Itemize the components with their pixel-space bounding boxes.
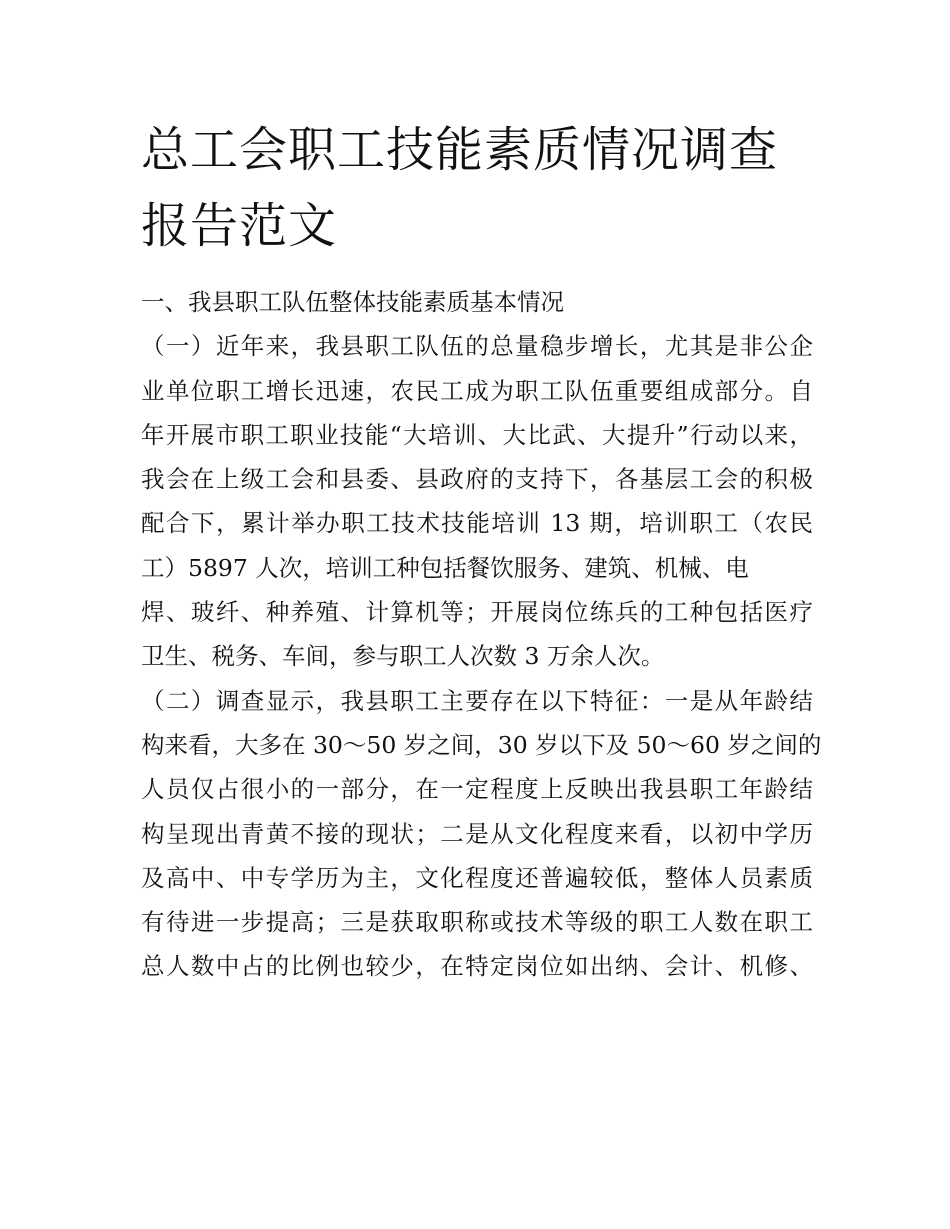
paragraph-line: 工）5897 人次，培训工种包括餐饮服务、建筑、机械、电 [141, 553, 749, 582]
title-line: 总工会职工技能素质情况调查 [141, 122, 779, 178]
paragraph-line: （一）近年来，我县职工队伍的总量稳步增长，尤其是非公企 [141, 332, 813, 361]
paragraph-line: 总人数中占的比例也较少，在特定岗位如出纳、会计、机修、 [141, 952, 813, 981]
paragraph-line: （二）调查显示，我县职工主要存在以下特征：一是从年龄结 [141, 686, 813, 715]
paragraph-line: 业单位职工增长迅速，农民工成为职工队伍重要组成部分。自 [141, 376, 813, 405]
paragraph-line: 配合下，累计举办职工技术技能培训 13 期，培训职工（农民 [141, 509, 813, 538]
paragraph-line: 有待进一步提高；三是获取职称或技术等级的职工人数在职工 [141, 908, 813, 937]
document-title [141, 112, 821, 264]
paragraph-line: 及高中、中专学历为主，文化程度还普遍较低，整体人员素质 [141, 863, 813, 892]
document-body [141, 280, 822, 989]
paragraph-line: 焊、玻纤、种养殖、计算机等；开展岗位练兵的工种包括医疗 [141, 598, 813, 627]
paragraph-line: 年开展市职工职业技能“大培训、大比武、大提升”行动以来， [141, 420, 813, 449]
title-line: 报告范文 [141, 198, 338, 254]
paragraph-line: 卫生、税务、车间，参与职工人次数 3 万余人次。 [141, 642, 665, 671]
paragraph-line: 构来看，大多在 30～50 岁之间，30 岁以下及 50～60 岁之间的 [141, 730, 822, 759]
paragraph-line: 我会在上级工会和县委、县政府的支持下，各基层工会的积极 [141, 465, 813, 494]
section-heading: 一、我县职工队伍整体技能素质基本情况 [141, 288, 564, 316]
paragraph-line: 构呈现出青黄不接的现状；二是从文化程度来看，以初中学历 [141, 819, 813, 848]
paragraph-line: 人员仅占很小的一部分，在一定程度上反映出我县职工年龄结 [141, 775, 813, 804]
